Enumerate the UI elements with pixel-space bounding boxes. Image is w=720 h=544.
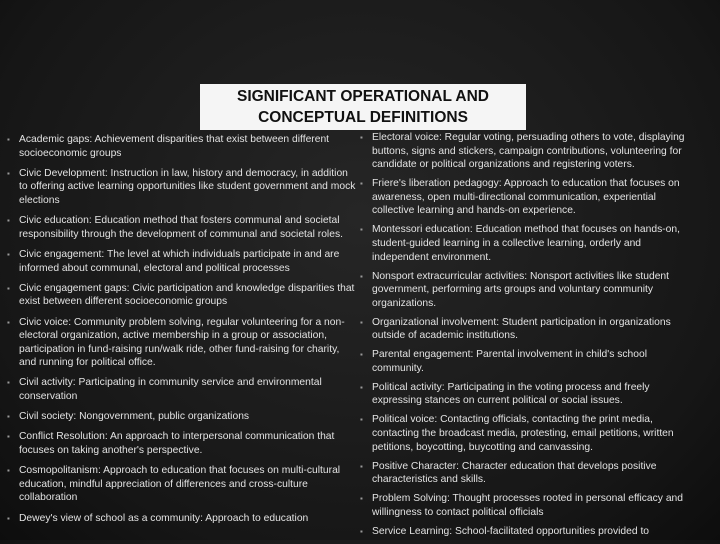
definition-item: ▪ Civil activity: Participating in community service and environmental conservation xyxy=(6,376,358,403)
slide-title xyxy=(200,86,526,128)
definition-item: ▪ Electoral voice: Regular voting, persuading others to vote, displaying buttons, signs and stickers, campaign contributions, volunteering for candidate or political organizations and registering voters. xyxy=(359,131,694,172)
left-definitions-list xyxy=(6,133,358,532)
definition-item: ▪ Political voice: Contacting officials, contacting the print media, contacting the broadcast media, protesting, email petitions, written petitions, boycotting, buycotting and canvassing. xyxy=(359,413,694,454)
title-line-2: CONCEPTUAL DEFINITIONS xyxy=(258,109,468,126)
definition-item: ▪ Service Learning: School-facilitated opportunities provided to xyxy=(359,525,694,539)
right-definitions-list xyxy=(359,131,694,544)
definition-item: ▪ Cosmopolitanism: Approach to education that focuses on multi-cultural education, mindful appreciation of differences and cross-culture collaboration xyxy=(6,464,358,505)
definition-item: ▪ Political activity: Participating in the voting process and freely expressing stances on current political or social issues. xyxy=(359,381,694,408)
definition-item: ▪ Positive Character: Character education that develops positive characteristics and skills. xyxy=(359,460,694,487)
definition-item: ▪ Civic engagement gaps: Civic participation and knowledge disparities that exist between different socioeconomic groups xyxy=(6,282,358,309)
definition-item: ▪ Organizational involvement: Student participation in organizations outside of academic institutions. xyxy=(359,316,694,343)
definition-item: ▪ Nonsport extracurricular activities: Nonsport activities like student government, performing arts groups and voluntary community organizations. xyxy=(359,270,694,311)
definition-item: ▪ Academic gaps: Achievement disparities that exist between different socioeconomic groups xyxy=(6,133,358,160)
definition-item: ▪ Montessori education: Education method that focuses on hands-on, student-guided learning in a collective learning, orderly and independent environment. xyxy=(359,223,694,264)
definition-item: ▪ Civic engagement: The level at which individuals participate in and are informed about communal, electoral and political processes xyxy=(6,248,358,275)
definition-item: ▪ Parental engagement: Parental involvement in child's school community. xyxy=(359,348,694,375)
definition-item: ▪ Conflict Resolution: An approach to interpersonal communication that focuses on taking another's perspective. xyxy=(6,430,358,457)
definition-item: ▪ Problem Solving: Thought processes rooted in personal efficacy and willingness to contact political officials xyxy=(359,492,694,519)
definition-item: ▪ Civic voice: Community problem solving, regular volunteering for a non-electoral organization, active membership in a group or association, participation in fund-raising run/walk ride, other fund-raising for charity, and running for political office. xyxy=(6,316,358,370)
definition-item: ▪ Civic Development: Instruction in law, history and democracy, in addition to offering active learning opportunities like student government and mock elections xyxy=(6,167,358,208)
definition-item: ▪ Civic education: Education method that fosters communal and societal responsibility through the development of communal and societal roles. xyxy=(6,214,358,241)
definition-item: ▪ Dewey's view of school as a community: Approach to education xyxy=(6,512,358,526)
definition-item: ▪ Friere's liberation pedagogy: Approach to education that focuses on awareness, open multi-directional communication, experiential collective learning and hands-on experience. xyxy=(359,177,694,218)
definition-item: ▪ Civil society: Nongovernment, public organizations xyxy=(6,410,358,424)
title-line-1: SIGNIFICANT OPERATIONAL AND xyxy=(236,88,490,105)
